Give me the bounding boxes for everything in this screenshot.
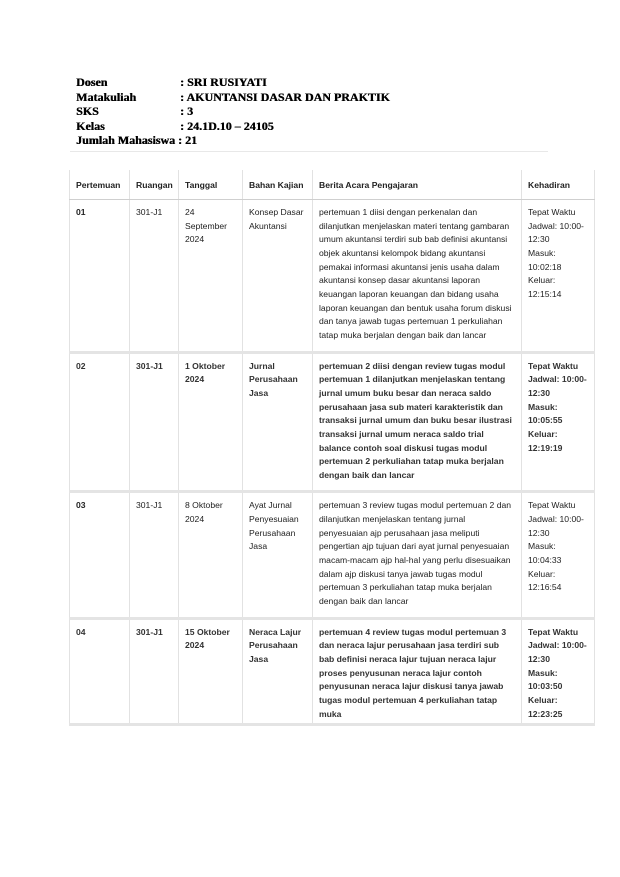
keluar-text: Keluar: 12:15:14 xyxy=(528,275,562,299)
dosen-value: : SRI RUSIYATI xyxy=(180,75,267,89)
pertemuan-cell: 03 xyxy=(70,492,130,618)
bahan-cell: Ayat Jurnal Penyesuaian Perusahaan Jasa xyxy=(243,492,313,618)
berita-cell: pertemuan 2 diisi dengan review tugas modul pertemuan 1 dilanjutkan menjelaskan tentang jurnal umum buku besar dan neraca saldo perusahaan jasa sub materi karakteristik dan transaksi jurnal umum dan buku besar ilustrasi transaksi jurnal umum neraca saldo trial balance contoh soal diskusi tugas modul pertemuan 2 perkuliahan tatap muka berjalan dengan baik dan lancar xyxy=(313,352,522,492)
berita-cell: pertemuan 1 diisi dengan perkenalan dan dilanjutkan menjelaskan materi tentang gambaran umum akuntansi terdiri sub bab definisi akuntansi objek akuntansi kelompok bidang akuntansi pemakai informasi akuntansi jenis usaha dalam akuntansi konsep dasar akuntansi laporan keuangan laporan keuangan dan bidang usaha laporan keuangan dan bentuk usaha forum diskusi dan tanya jawab tugas pertemuan 1 perkuliahan tatap muka berjalan dengan baik dan lancar xyxy=(313,200,522,353)
ruangan-cell: 301-J1 xyxy=(130,352,179,492)
matakuliah-label: Matakuliah xyxy=(76,89,137,104)
status-text: Tepat Waktu xyxy=(528,207,576,217)
matakuliah-value: : AKUNTANSI DASAR DAN PRAKTIK xyxy=(180,89,390,104)
keluar-text: Keluar: 12:16:54 xyxy=(528,568,562,593)
jadwal-text: Jadwal: 10:00-12:30 xyxy=(528,514,584,538)
table-row xyxy=(70,618,595,725)
kehadiran-cell xyxy=(522,492,595,618)
jumlah-label: Jumlah Mahasiswa xyxy=(76,133,176,148)
ruangan-cell: 301-J1 xyxy=(130,492,179,618)
bahan-cell: Neraca Lajur Perusahaan Jasa xyxy=(243,618,313,725)
berita-cell: pertemuan 3 review tugas modul pertemuan 2 dan dilanjutkan menjelaskan tentang jurnal penyesuaian ajp perusahaan jasa meliputi pengertian ajp tujuan dari ayat jurnal penyesuaian macam-macam ajp hal-hal yang perlu disesuaikan dalam ajp diskusi tanya jawab tugas modul pertemuan 3 perkuliahan tatap muka berjalan dengan baik dan lancar xyxy=(313,492,522,618)
col-pertemuan: Pertemuan xyxy=(70,170,130,200)
attendance-table xyxy=(69,170,595,726)
berita-cell xyxy=(313,618,522,725)
kehadiran-cell xyxy=(522,200,595,353)
col-ruangan: Ruangan xyxy=(130,170,179,200)
dosen-label: Dosen xyxy=(76,75,108,89)
sks-label: SKS xyxy=(76,104,99,119)
table-row xyxy=(70,492,595,618)
kelas-label: Kelas xyxy=(76,118,105,133)
jadwal-text: Jadwal: 10:00-12:30 xyxy=(528,640,587,665)
col-berita-acara: Berita Acara Pengajaran xyxy=(313,170,522,200)
header-divider xyxy=(70,151,548,152)
berita-text: pertemuan 4 review tugas modul pertemuan 3 dan neraca lajur perusahaan jasa terdiri sub bab definisi neraca lajur tujuan neraca lajur proses penyusunan neraca lajur contoh penyusunan neraca lajur diskusi tanya jawab tugas modul pertemuan 4 perkuliahan tatap muka xyxy=(319,626,507,719)
tanggal-cell: 24 September 2024 xyxy=(179,200,243,353)
bahan-cell: Jurnal Perusahaan Jasa xyxy=(243,352,313,492)
masuk-text: Masuk: 10:04:33 xyxy=(528,541,562,566)
sks-value: : 3 xyxy=(180,104,193,119)
course-header xyxy=(76,75,546,148)
ruangan-cell: 301-J1 xyxy=(130,618,179,725)
jadwal-text: Jadwal: 10:00-12:30 xyxy=(528,220,584,245)
bahan-cell: Konsep Dasar Akuntansi xyxy=(243,200,313,353)
status-text: Tepat Waktu xyxy=(528,360,579,371)
masuk-text: Masuk: 10:03:50 xyxy=(528,667,563,692)
keluar-text: Keluar: 12:23:25 xyxy=(528,695,563,719)
tanggal-cell: 15 Oktober 2024 xyxy=(179,618,243,725)
tanggal-cell: 1 Oktober 2024 xyxy=(179,352,243,492)
kehadiran-cell xyxy=(522,618,595,725)
pertemuan-cell: 02 xyxy=(70,352,130,492)
ruangan-cell: 301-J1 xyxy=(130,200,179,353)
col-kehadiran: Kehadiran xyxy=(522,170,595,200)
table-row xyxy=(70,352,595,492)
col-tanggal: Tanggal xyxy=(179,170,243,200)
keluar-text: Keluar: 12:19:19 xyxy=(528,428,563,453)
masuk-text: Masuk: 10:05:55 xyxy=(528,401,563,426)
col-bahan-kajian: Bahan Kajian xyxy=(243,170,313,200)
jadwal-text: Jadwal: 10:00-12:30 xyxy=(528,374,587,398)
pertemuan-cell: 01 xyxy=(70,200,130,353)
pertemuan-cell: 04 xyxy=(70,618,130,725)
dosen-row xyxy=(76,75,546,90)
sks-row xyxy=(76,104,546,119)
masuk-text: Masuk: 10:02:18 xyxy=(528,247,562,272)
status-text: Tepat Waktu xyxy=(528,500,576,511)
kehadiran-cell xyxy=(522,352,595,492)
kelas-value: : 24.1D.10 – 24105 xyxy=(180,118,274,133)
tanggal-cell: 8 Oktober 2024 xyxy=(179,492,243,618)
table-header-row xyxy=(70,170,595,200)
kelas-row xyxy=(76,119,546,134)
status-text: Tepat Waktu xyxy=(528,626,579,637)
matakuliah-row xyxy=(76,90,546,105)
jumlah-value: : 21 xyxy=(178,133,198,148)
table-row xyxy=(70,200,595,353)
jumlah-row xyxy=(76,133,546,148)
